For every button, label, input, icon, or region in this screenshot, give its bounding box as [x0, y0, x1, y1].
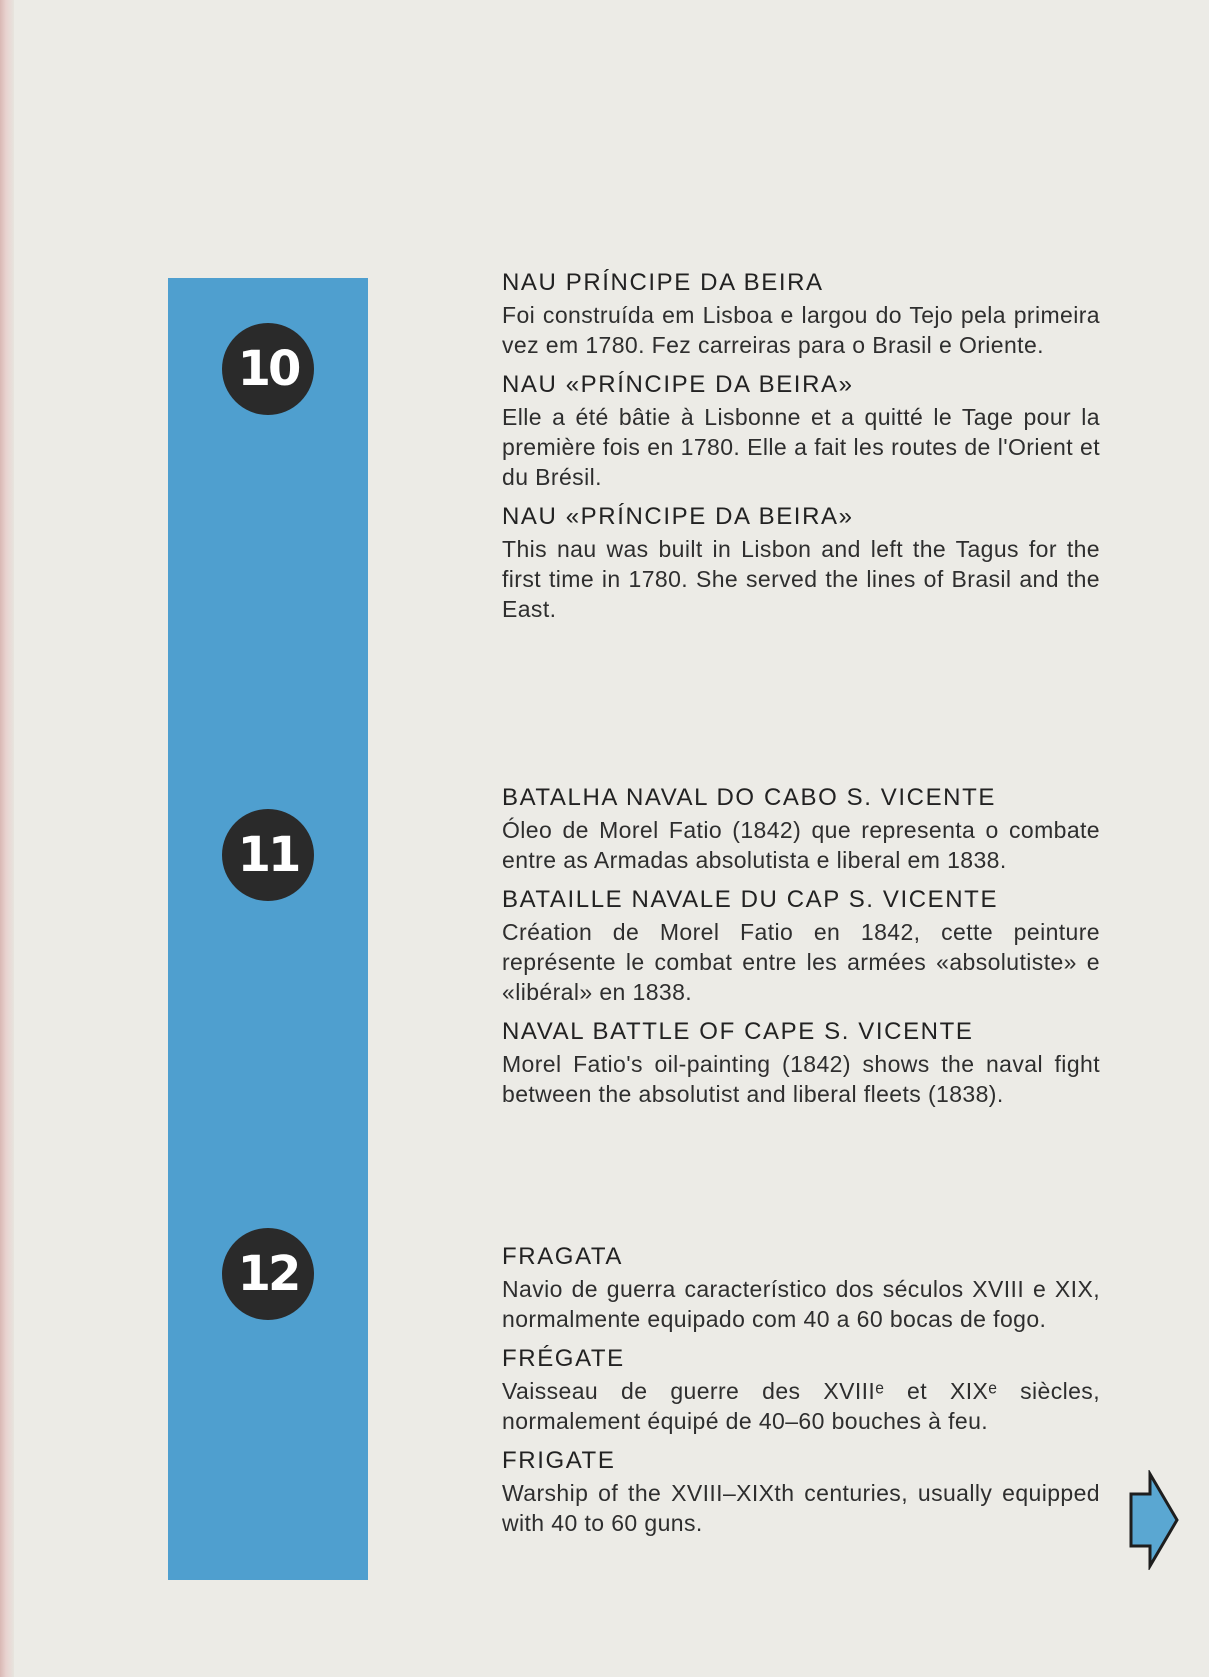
entry-heading: BATALHA NAVAL DO CABO S. VICENTE [502, 784, 996, 811]
page-edge [0, 0, 14, 1677]
item-number-badge-12 [222, 1228, 314, 1320]
entry-text: Vaisseau de guerre des XVIIIᵉ et XIXᵉ siècles, normalement équipé de 40–60 bouches à feu. [502, 1378, 1100, 1434]
entry-heading: NAU «PRÍNCIPE DA BEIRA» [502, 503, 854, 530]
entry-10-french [502, 368, 1100, 492]
entry-heading: NAVAL BATTLE OF CAPE S. VICENTE [502, 1018, 974, 1045]
entry-text: Création de Morel Fatio en 1842, cette peinture représente le combat entre les armées «absolutiste» e «libéral» en 1838. [502, 919, 1100, 1005]
entry-heading: FRÉGATE [502, 1345, 625, 1372]
item-number-badge-10 [222, 323, 314, 415]
entry-text: Navio de guerra característico dos séculos XVIII e XIX, normalmente equipado com 40 a 60 bocas de fogo. [502, 1276, 1100, 1332]
entry-text: Foi construída em Lisboa e largou do Tejo pela primeira vez em 1780. Fez carreiras para o Brasil e Oriente. [502, 302, 1100, 358]
entry-10-portuguese [502, 266, 1100, 360]
entry-text: Morel Fatio's oil-painting (1842) shows the naval fight between the absolutist and liberal fleets (1838). [502, 1051, 1100, 1107]
entry-11 [502, 781, 1100, 1117]
entry-11-english [502, 1015, 1100, 1109]
entry-text: This nau was built in Lisbon and left the Tagus for the first time in 1780. She served the lines of Brasil and the East. [502, 536, 1100, 622]
item-number-12: 12 [237, 1246, 299, 1302]
item-number-10: 10 [237, 341, 299, 397]
item-number-badge-11 [222, 809, 314, 901]
entry-text: Elle a été bâtie à Lisbonne et a quitté le Tage pour la première fois en 1780. Elle a fait les routes de l'Orient et du Brésil. [502, 404, 1100, 490]
entry-text: Warship of the XVIII–XIXth centuries, usually equipped with 40 to 60 guns. [502, 1480, 1100, 1536]
entry-12-french [502, 1342, 1100, 1436]
entry-12 [502, 1240, 1100, 1546]
next-page-arrow-icon[interactable] [1128, 1470, 1180, 1570]
blue-sidebar-bar [168, 278, 368, 1580]
entry-12-portuguese [502, 1240, 1100, 1334]
entry-heading: NAU PRÍNCIPE DA BEIRA [502, 269, 824, 296]
entry-11-french [502, 883, 1100, 1007]
item-number-11: 11 [237, 827, 299, 883]
entry-10 [502, 266, 1100, 632]
entry-12-english [502, 1444, 1100, 1538]
entry-11-portuguese [502, 781, 1100, 875]
entry-10-english [502, 500, 1100, 624]
entry-text: Óleo de Morel Fatio (1842) que representa o combate entre as Armadas absolutista e liberal em 1838. [502, 817, 1100, 873]
entry-heading: FRIGATE [502, 1447, 616, 1474]
entry-heading: FRAGATA [502, 1243, 623, 1270]
entry-heading: NAU «PRÍNCIPE DA BEIRA» [502, 371, 854, 398]
entry-heading: BATAILLE NAVALE DU CAP S. VICENTE [502, 886, 999, 913]
